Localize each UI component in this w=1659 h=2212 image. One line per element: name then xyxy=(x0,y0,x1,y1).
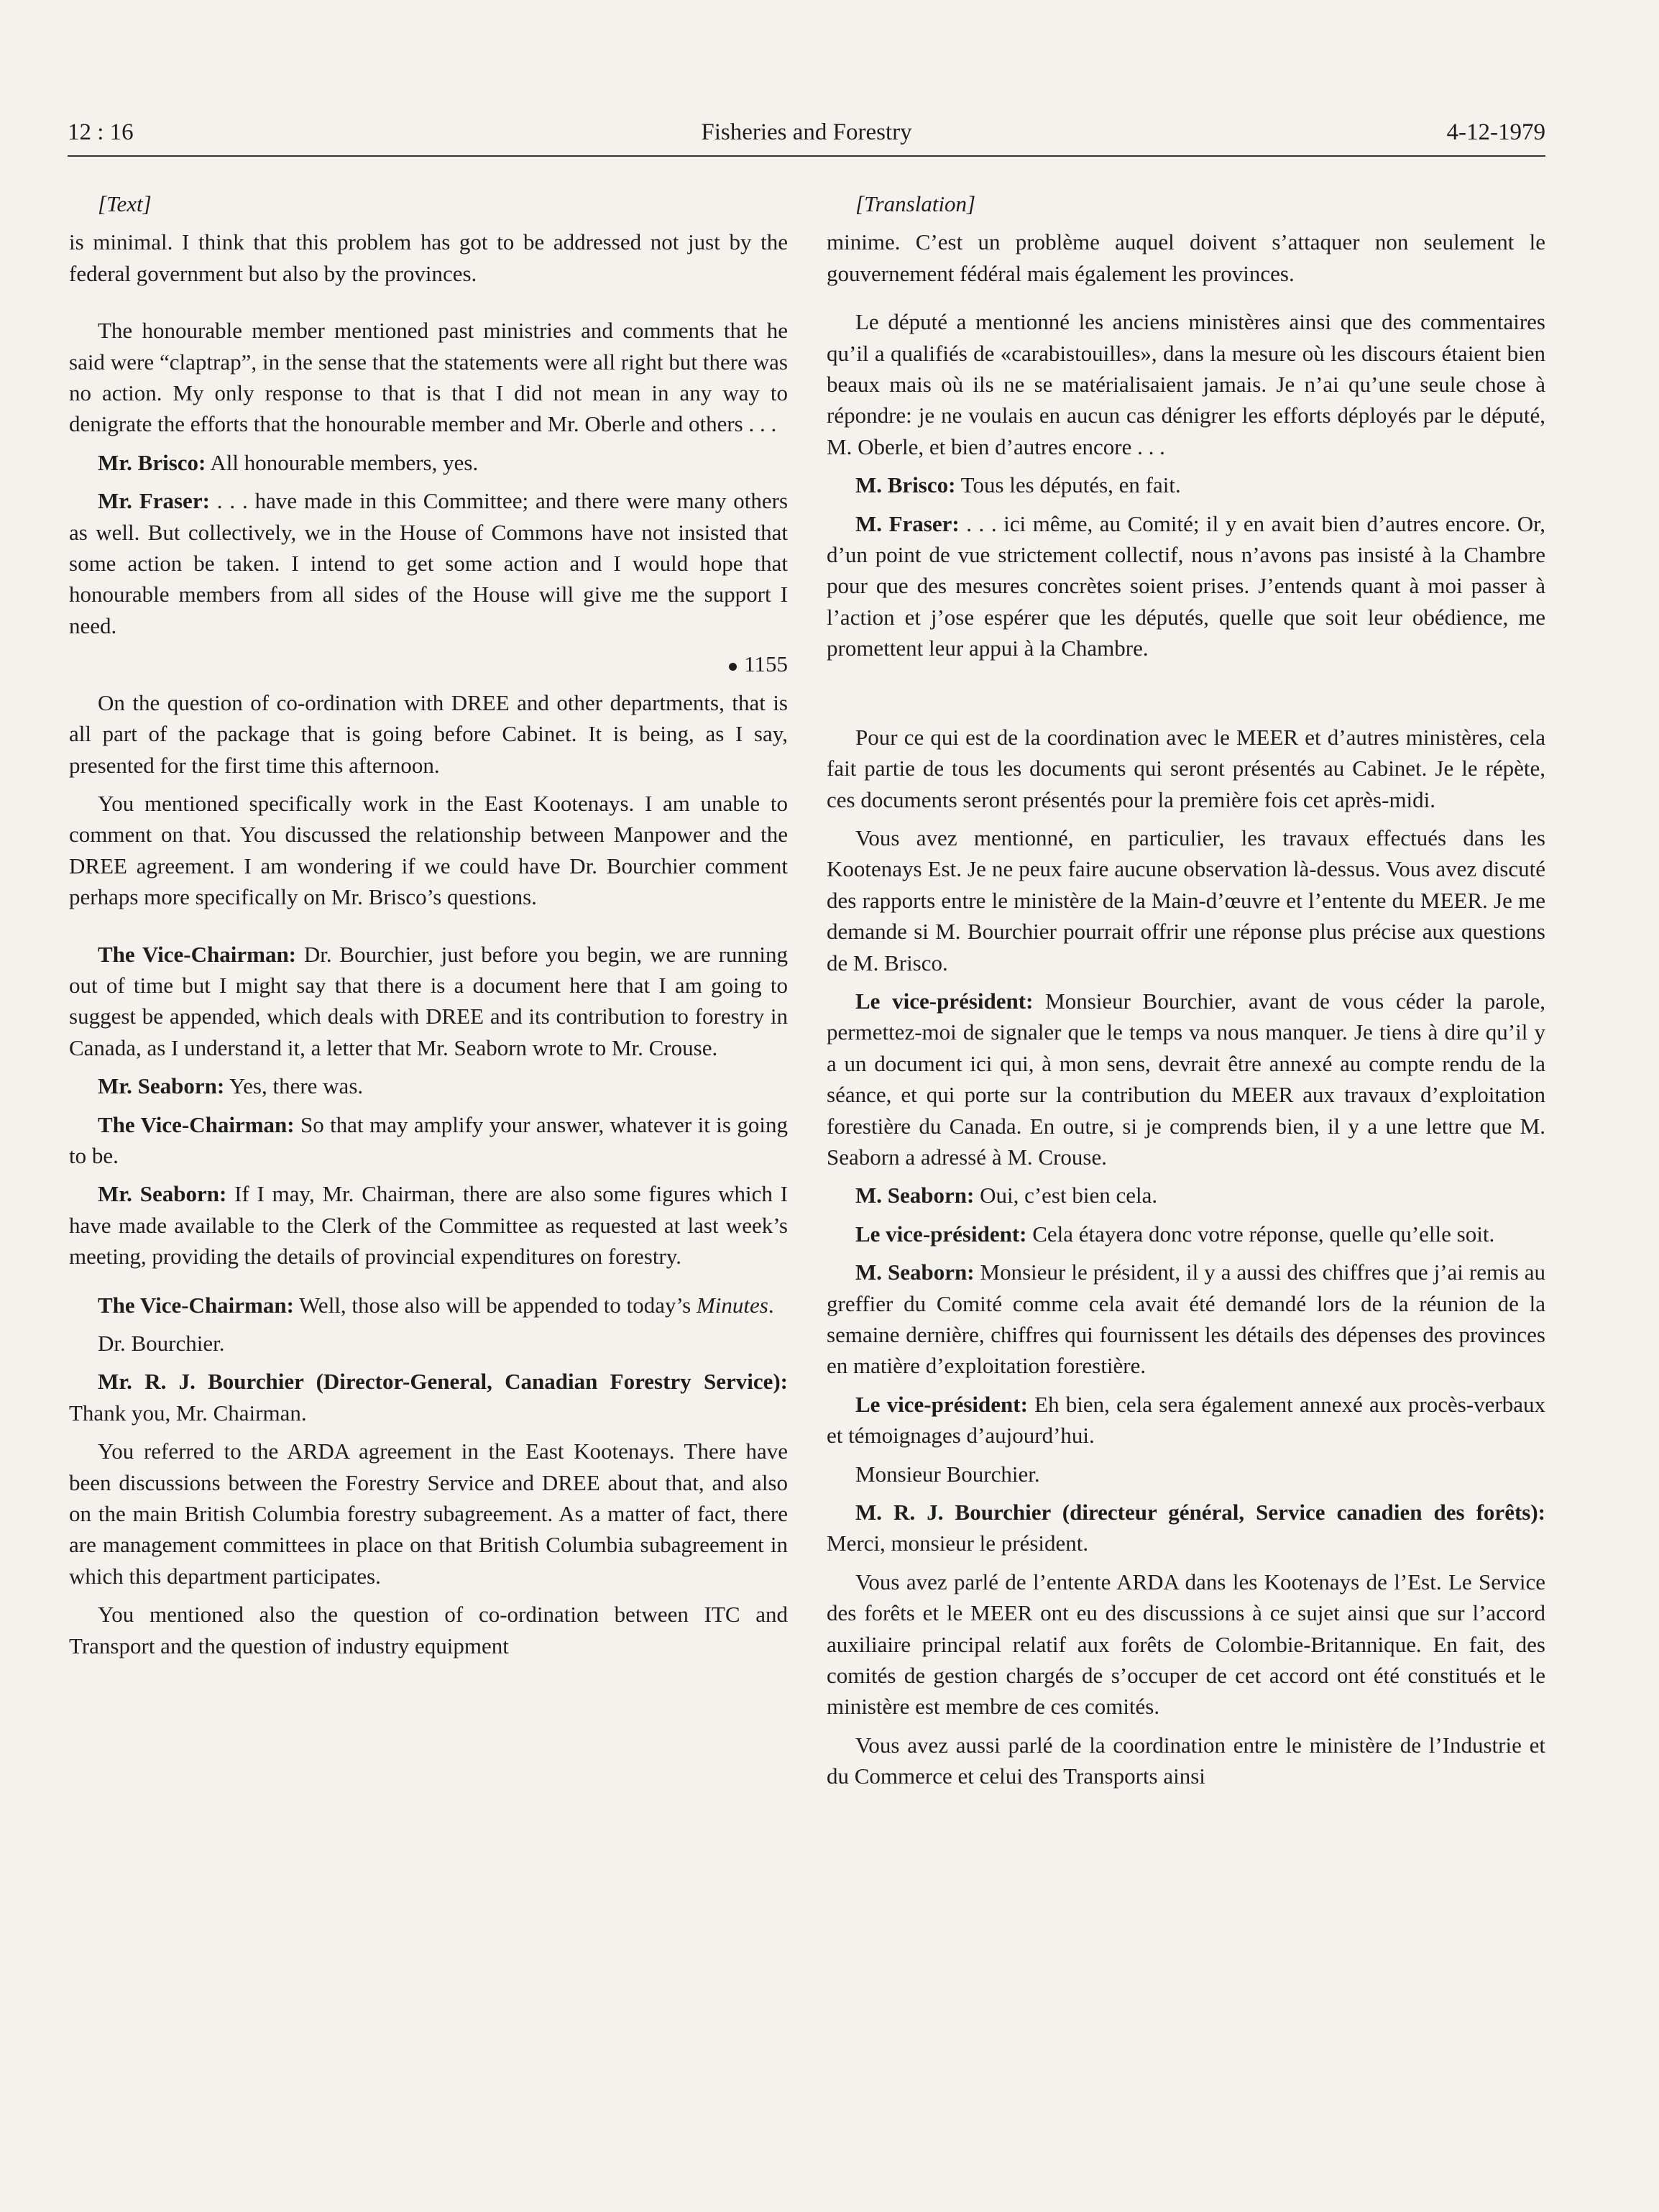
speaker-name: Mr. R. J. Bourchier (Director-General, Canadian Forestry Service): xyxy=(98,1369,788,1395)
speech: Mr. Seaborn: If I may, Mr. Chairman, there are also some figures which I have made available to the Clerk of the Committee as requested at last week’s meeting, providing the details of provincial expenditures on forestry. xyxy=(69,1181,788,1270)
paragraph: On the question of co-ordination with DREE and other departments, that is all part of the package that is going before Cabinet. It is being, as I say, presented for the first time this afternoon. xyxy=(69,689,788,778)
speaker-name: The Vice-Chairman: xyxy=(98,1111,295,1137)
speaker-name: The Vice-Chairman: xyxy=(98,941,297,967)
paragraph: You referred to the ARDA agreement in the East Kootenays. There have been discussions between the Forestry Service and DREE about that, and also on the main British Columbia forestry subagreement. As a matter of fact, there are management committees in place on that British Columbia subagreement in which this department participates. xyxy=(69,1438,788,1589)
paragraph: You mentioned specifically work in the East Kootenays. I am unable to comment on that. You discussed the relationship between Manpower and the DREE agreement. I am wondering if we could have Dr. Bourchier comment perhaps more specifically on Mr. Brisco’s questions. xyxy=(69,790,788,910)
speech: Le vice-président: Cela étayera donc votre réponse, quelle qu’elle soit. xyxy=(855,1221,1495,1247)
speech: M. R. J. Bourchier (directeur général, Service canadien des forêts): Merci, monsieur le président. xyxy=(827,1500,1545,1556)
page-date: 4-12-1979 xyxy=(1446,119,1545,145)
speaker-name: M. Seaborn: xyxy=(855,1259,975,1285)
speaker-name: Le vice-président: xyxy=(855,988,1034,1014)
running-title: Fisheries and Forestry xyxy=(701,119,912,145)
speaker-name: M. R. J. Bourchier (directeur général, Service canadien des forêts): xyxy=(855,1500,1545,1525)
speech: The Vice-Chairman: So that may amplify your answer, whatever it is going to be. xyxy=(69,1111,788,1168)
paragraph: Monsieur Bourchier. xyxy=(855,1461,1040,1487)
speaker-name: The Vice-Chairman: xyxy=(98,1292,294,1318)
speaker-name: M. Brisco: xyxy=(855,472,956,498)
speaker-name: Mr. Seaborn: xyxy=(98,1181,227,1207)
speaker-name: M. Seaborn: xyxy=(855,1183,975,1208)
speech: Mr. Seaborn: Yes, there was. xyxy=(98,1073,364,1099)
speech: M. Brisco: Tous les députés, en fait. xyxy=(855,472,1181,498)
page-number: 12 : 16 xyxy=(68,119,134,145)
translation-label: [Translation] xyxy=(855,191,976,216)
speaker-name: Mr. Fraser: xyxy=(98,488,210,514)
english-column xyxy=(69,188,788,1669)
speech: The Vice-Chairman: Dr. Bourchier, just before you begin, we are running out of time but I might say that there is a document here that I am going to suggest be appended, which deals with DREE and its contribution to forestry in Canada, as I understand it, a letter that Mr. Seaborn wrote to Mr. Crouse. xyxy=(69,941,789,1060)
speech: The Vice-Chairman: Well, those also will be appended to today’s Minutes. xyxy=(98,1292,774,1318)
speech: Mr. R. J. Bourchier (Director-General, Canadian Forestry Service): Thank you, Mr. Chairman. xyxy=(69,1369,788,1426)
time-marker: 1155 xyxy=(69,648,788,679)
paragraph: Vous avez parlé de l’entente ARDA dans les Kootenays de l’Est. Le Service des forêts et le MEER ont eu des discussions à ce sujet ainsi que sur l’accord auxiliaire principal relatif aux forêts de Colombie-Britannique. En fait, des comités de gestion chargés de s’occuper de cet accord ont été constitués et le ministère est membre de ces comités. xyxy=(827,1569,1545,1720)
paragraph: is minimal. I think that this problem has got to be addressed not just by the federal government but also by the provinces. xyxy=(69,229,788,286)
paragraph: Pour ce qui est de la coordination avec le MEER et d’autres ministères, cela fait partie de tous les documents qui seront présentés au Cabinet. Je le répète, ces documents seront présentés pour la première fois cet après-midi. xyxy=(827,724,1545,812)
paragraph: The honourable member mentioned past ministries and comments that he said were “claptrap”, in the sense that the statements were all right but there was no action. My only response to that is that I did not mean in any way to denigrate the efforts that the honourable member and Mr. Oberle and others . . . xyxy=(69,318,788,437)
speech: M. Seaborn: Oui, c’est bien cela. xyxy=(855,1183,1158,1208)
speaker-name: Mr. Seaborn: xyxy=(98,1073,225,1099)
paragraph: Le député a mentionné les anciens ministères ainsi que des commentaires qu’il a qualifiés de «carabistouilles», dans la mesure où les discours étaient bien beaux mais où ils ne se matérialisaient jamais. Je n’ai qu’une seule chose à répondre: je ne voulais en aucun cas dénigrer les efforts déployés par le député, M. Oberle, et bien d’autres encore . . . xyxy=(827,309,1545,459)
speech: M. Fraser: . . . ici même, au Comité; il y en avait bien d’autres encore. Or, d’un point de vue strictement collectif, nous n’avons pas insisté à la Chambre pour que des mesures concrètes soient prises. J’entends quant à moi passer à l’action et j’ose espérer que les députés, quelle que soit leur obédience, me promettent leur appui à la Chambre. xyxy=(827,510,1545,661)
text-label: [Text] xyxy=(98,191,152,216)
speaker-name: M. Fraser: xyxy=(855,510,960,536)
speaker-name: Mr. Brisco: xyxy=(98,449,206,475)
paragraph: Dr. Bourchier. xyxy=(98,1331,225,1356)
bullet-icon xyxy=(729,663,737,671)
speech: Le vice-président: Monsieur Bourchier, avant de vous céder la parole, permettez-moi de signaler que le temps va nous manquer. Je tiens à dire qu’il y a un document ici qui, à mon sens, devrait être annexé au compte rendu de la séance, et qui porte sur la contribution du MEER aux travaux d’exploitation forestière du Canada. En outre, si je comprends bien, il y a une lettre que M. Seaborn a adressé à M. Crouse. xyxy=(827,988,1546,1170)
speaker-name: Le vice-président: xyxy=(855,1221,1027,1247)
paragraph: Vous avez aussi parlé de la coordination entre le ministère de l’Industrie et du Commerce et celui des Transports ainsi xyxy=(827,1732,1545,1789)
paragraph: Vous avez mentionné, en particulier, les travaux effectués dans les Kootenays Est. Je ne peux faire aucune observation là-dessus. Vous avez discuté des rapports entre le ministère de la Main-d’œuvre et l’entente du MEER. Je me demande si M. Bourchier pourrait offrir une réponse plus précise aux questions de M. Brisco. xyxy=(827,825,1545,976)
paragraph: minime. C’est un problème auquel doivent s’attaquer non seulement le gouvernement fédéral mais également les provinces. xyxy=(827,229,1545,286)
paragraph: You mentioned also the question of co-ordination between ITC and Transport and the question of industry equipment xyxy=(69,1602,788,1658)
speech: M. Seaborn: Monsieur le président, il y a aussi des chiffres que j’ai remis au greffier du Comité comme cela avait été demandé lors de la réunion de la semaine dernière, chiffres qui fournissent les détails des dépenses des provinces en matière d’exploitation forestière. xyxy=(827,1259,1545,1379)
speaker-name: Le vice-président: xyxy=(855,1391,1028,1417)
speech: Mr. Brisco: All honourable members, yes. xyxy=(98,449,479,475)
french-column xyxy=(827,188,1545,1799)
page-header xyxy=(68,119,1545,157)
speech: Mr. Fraser: . . . have made in this Committee; and there were many others as well. But collectively, we in the House of Commons have not insisted that some action be taken. I intend to get some action and I would hope that honourable members from all sides of the House will give me the support I need. xyxy=(69,488,789,638)
speech: Le vice-président: Eh bien, cela sera également annexé aux procès-verbaux et témoignages d’aujourd’hui. xyxy=(827,1391,1546,1449)
